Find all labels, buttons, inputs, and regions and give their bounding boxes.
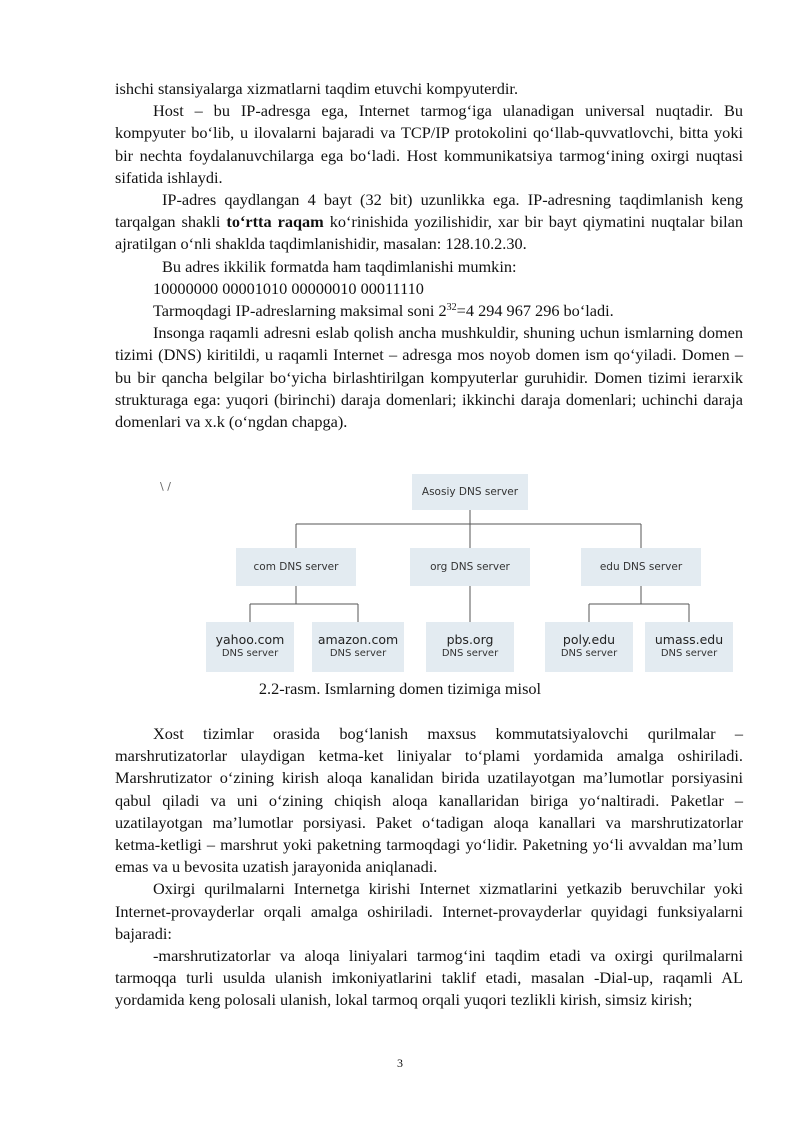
leaf-label: DNS server xyxy=(660,648,718,659)
max-text-sup: 32 xyxy=(446,302,457,314)
leaf-label: DNS server xyxy=(329,648,387,659)
org-dns-server: org DNS server xyxy=(410,548,530,586)
figure-caption: 2.2-rasm. Ismlarning domen tizimiga misol xyxy=(258,679,542,698)
scribble-mark: \ / xyxy=(160,480,171,493)
leaf-label: DNS server xyxy=(560,648,618,659)
poly-dns-server xyxy=(545,622,633,672)
paragraph-max-addresses xyxy=(115,300,743,322)
paragraph-routing-block xyxy=(115,723,743,1012)
paragraph-1: ishchi stansiyalarga xizmatlarni taqdim etuvchi kompyuterdir. xyxy=(115,79,519,98)
paragraph-host-intro xyxy=(115,78,743,433)
edu-dns-server: edu DNS server xyxy=(581,548,701,586)
leaf-label: DNS server xyxy=(441,648,499,659)
ip-text-b: ko‘rinishida yozilishidir, xar bir bayt qiymatini nuqtalar bilan ajratilgan o‘nli shaklda taqdimlanishidir, masalan: 128.10.2.30. xyxy=(115,212,743,254)
leaf-domain: yahoo.com xyxy=(215,632,285,647)
ip-text-a: IP-adres qaydlangan 4 bayt (32 bit) uzunlikka ega. IP-adresning taqdimlanish keng tarqalgan shakli xyxy=(115,190,743,232)
leaf-domain: pbs.org xyxy=(446,632,494,647)
max-text-b: =4 294 967 296 bo‘ladi. xyxy=(456,301,614,321)
root-dns-server: Asosiy DNS server xyxy=(412,474,528,510)
paragraph-dns: Insonga raqamli adresni eslab qolish ancha mushkuldir, shuning uchun ismlarning domen tizimi (DNS) kiritildi, u raqamli Internet – adresga mos noyob domen ism qo‘yiladi. Domen – bu bir qancha belgilar bo‘yicha birlashtirilgan kompyuterlar guruhidir. Domen tizimi ierarxik strukturaga ega: yuqori (birinchi) daraja domenlari; ikkinchi daraja domenlari; uchinchi daraja domenlari va x.k (o‘ngdan chapga). xyxy=(115,323,743,432)
leaf-domain: poly.edu xyxy=(562,632,616,647)
umass-dns-server xyxy=(645,622,733,672)
leaf-domain: umass.edu xyxy=(654,632,724,647)
leaf-label: DNS server xyxy=(221,648,279,659)
pbs-dns-server xyxy=(426,622,514,672)
com-dns-server: com DNS server xyxy=(236,548,356,586)
page-number: 3 xyxy=(397,1056,403,1070)
paragraph-host-definition: Host – bu IP-adresga ega, Internet tarmog‘iga ulanadigan universal nuqtadir. Bu kompyuter bo‘lib, u ilovalarni bajaradi va TCP/IP protokolini qo‘llab-quvvatlovchi, bitta yoki bir nechta foydalanuvchilarga ega bo‘ladi. Host kommunikatsiya tarmog‘ining oxirgi nuqtasi sifatida ishlaydi. xyxy=(115,101,743,187)
paragraph-binary-value: 10000000 00001010 00000010 00011110 xyxy=(153,278,424,298)
paragraph-binary-intro: Bu adres ikkilik formatda ham taqdimlanishi mumkin: xyxy=(162,256,517,276)
paragraph-provider-functions: -marshrutizatorlar va aloqa liniyalari tarmog‘ini taqdim etadi va oxirgi qurilmalarni tarmoqqa turli usulda ulanish imkoniyatlarini taklif etadi, masalan -Dial-up, raqamli AL yordamida keng polosali ulanish, lokal tarmoq orqali yuqori tezlikli kirish, simsiz kirish; xyxy=(115,946,743,1010)
paragraph-providers: Oxirgi qurilmalarni Internetga kirishi Internet xizmatlarini yetkazib beruvchilar yoki Internet-provayderlar orqali amalga oshiriladi. Internet-provayderlar quyidagi funksiyalarni bajaradi: xyxy=(115,879,743,943)
leaf-domain: amazon.com xyxy=(317,632,399,647)
paragraph-routing: Xost tizimlar orasida bog‘lanish maxsus kommutatsiyalovchi qurilmalar – marshrutizatorlar ulaydigan ketma-ket liniyalar to‘plami yordamida amalga oshiriladi. Marshrutizator o‘zining kirish aloqa kanalidan birida uzatilayotgan ma’lumotlar porsiyasini qabul qiladi va uni o‘zining chiqish aloqa kanallaridan biriga yo‘naltiradi. Paketlar – uzatilayotgan ma’lumotlar porsiyasi. Paket o‘tadigan aloqa kanallari va marshrutizatorlar ketma-ketligi – marshrut yoki paketning tarmoqdagi yo‘lidir. Paketning yo‘li avvaldan ma’lum emas va u bevosita uzatish jarayonida aniqlanadi. xyxy=(115,724,743,877)
paragraph-ip-address xyxy=(115,189,743,256)
amazon-dns-server xyxy=(312,622,404,672)
ip-text-bold: to‘rtta raqam xyxy=(226,212,324,232)
max-text-a: Tarmoqdagi IP-adreslarning maksimal soni 2 xyxy=(153,301,447,321)
yahoo-dns-server xyxy=(206,622,294,672)
